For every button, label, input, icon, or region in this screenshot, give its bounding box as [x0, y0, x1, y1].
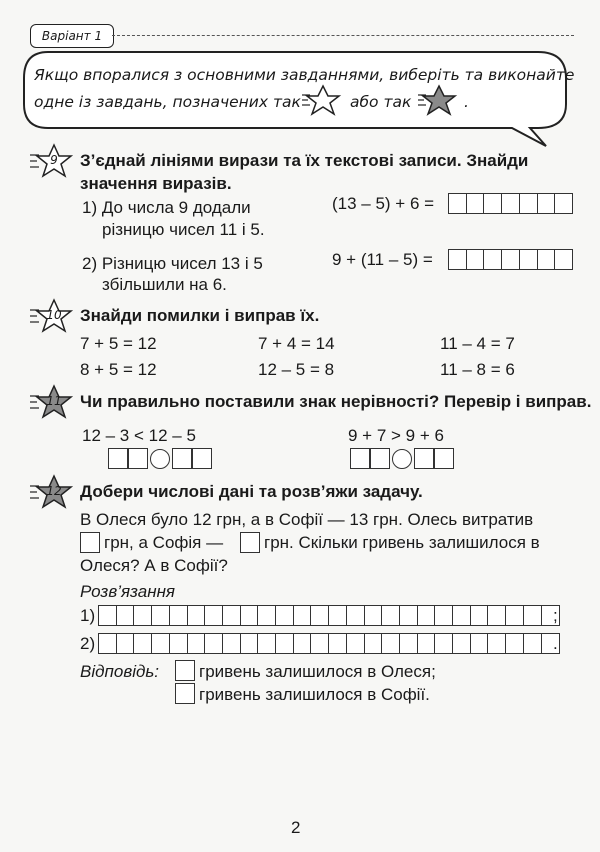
task-11-number: 11	[46, 394, 62, 408]
task-9-expression-2: 9 + (11 – 5) =	[332, 250, 433, 269]
answer-line-2: гривень залишилося в Софії.	[199, 685, 430, 704]
task-9-title-line-1: З’єднай лініями вирази та їх текстові записи. Знайди	[80, 151, 529, 170]
variant-label: Варіант 1	[30, 24, 114, 48]
task-9-item-2-line-1: 2) Різницю чисел 13 і 5	[82, 254, 263, 273]
task-12-text-line-2a: грн, а Софія —	[104, 533, 224, 552]
task-10-equation[interactable]: 7 + 4 = 14	[258, 334, 335, 353]
task-10-equation[interactable]: 7 + 5 = 12	[80, 334, 157, 353]
task-10-equation[interactable]: 8 + 5 = 12	[80, 360, 157, 379]
task-12-text-line-3: Олеся? А в Софії?	[80, 556, 228, 575]
outline-star-icon	[302, 84, 344, 116]
callout-line-1: Якщо впоралися з основними завданнями, виберіть та виконайте	[34, 66, 575, 84]
task-10-equation[interactable]: 11 – 8 = 6	[440, 360, 515, 379]
task-10-equation[interactable]: 12 – 5 = 8	[258, 360, 335, 379]
task-11-inequality-1: 12 – 3 < 12 – 5	[82, 426, 196, 445]
task-9-answer-cells-2[interactable]	[448, 249, 572, 270]
callout-line-2c: .	[464, 93, 469, 111]
answer-line-1: гривень залишилося в Олеся;	[199, 662, 436, 681]
task-9-number: 9	[50, 153, 58, 167]
solution-row-2-label: 2)	[80, 634, 96, 653]
task-11-correction-boxes-1[interactable]	[108, 448, 212, 469]
task-12-title: Добери числові дані та розв’яжи задачу.	[80, 482, 423, 501]
filled-star-icon	[418, 84, 460, 116]
task-11-title: Чи правильно поставили знак нерівності? Перевір і виправ.	[80, 392, 592, 411]
page-number: 2	[291, 818, 301, 837]
solution-row-1-cells[interactable]	[98, 605, 558, 626]
answer-label: Відповідь:	[80, 662, 160, 681]
solution-row-2-cells[interactable]	[98, 633, 558, 654]
task-11-correction-boxes-2[interactable]	[350, 448, 454, 469]
callout-line-2b: або так	[350, 93, 412, 111]
task-12-blank-box-sofia[interactable]	[240, 532, 260, 553]
solution-row-1-label: 1)	[80, 606, 96, 625]
task-9-item-1-line-1: 1) До числа 9 додали	[82, 198, 251, 217]
task-12-text-line-1: В Олеся було 12 грн, а в Софії — 13 грн. Олесь витратив	[80, 510, 534, 529]
task-12-text-line-2b: грн. Скільки гривень залишилося в	[264, 533, 540, 552]
task-9-item-2-line-2: збільшили на 6.	[102, 275, 227, 294]
callout-line-2a: одне із завдань, позначених так	[34, 93, 301, 111]
task-10-title: Знайди помилки і виправ їх.	[80, 306, 320, 325]
answer-box-olesya[interactable]	[175, 660, 195, 681]
solution-row-1-end: ;	[553, 606, 558, 625]
task-12-blank-box-olesya[interactable]	[80, 532, 100, 553]
task-10-number: 10	[46, 308, 62, 322]
task-9-answer-cells-1[interactable]	[448, 193, 572, 214]
task-9-expression-1: (13 – 5) + 6 =	[332, 194, 435, 213]
task-12-number: 12	[46, 484, 62, 498]
task-11-inequality-2: 9 + 7 > 9 + 6	[348, 426, 444, 445]
solution-row-2-end: .	[553, 634, 558, 653]
task-9-title-line-2: значення виразів.	[80, 174, 232, 193]
task-9-item-1-line-2: різницю чисел 11 і 5.	[102, 220, 265, 239]
answer-box-sofia[interactable]	[175, 683, 195, 704]
solution-label: Розв’язання	[80, 582, 176, 601]
task-10-equation[interactable]: 11 – 4 = 7	[440, 334, 515, 353]
